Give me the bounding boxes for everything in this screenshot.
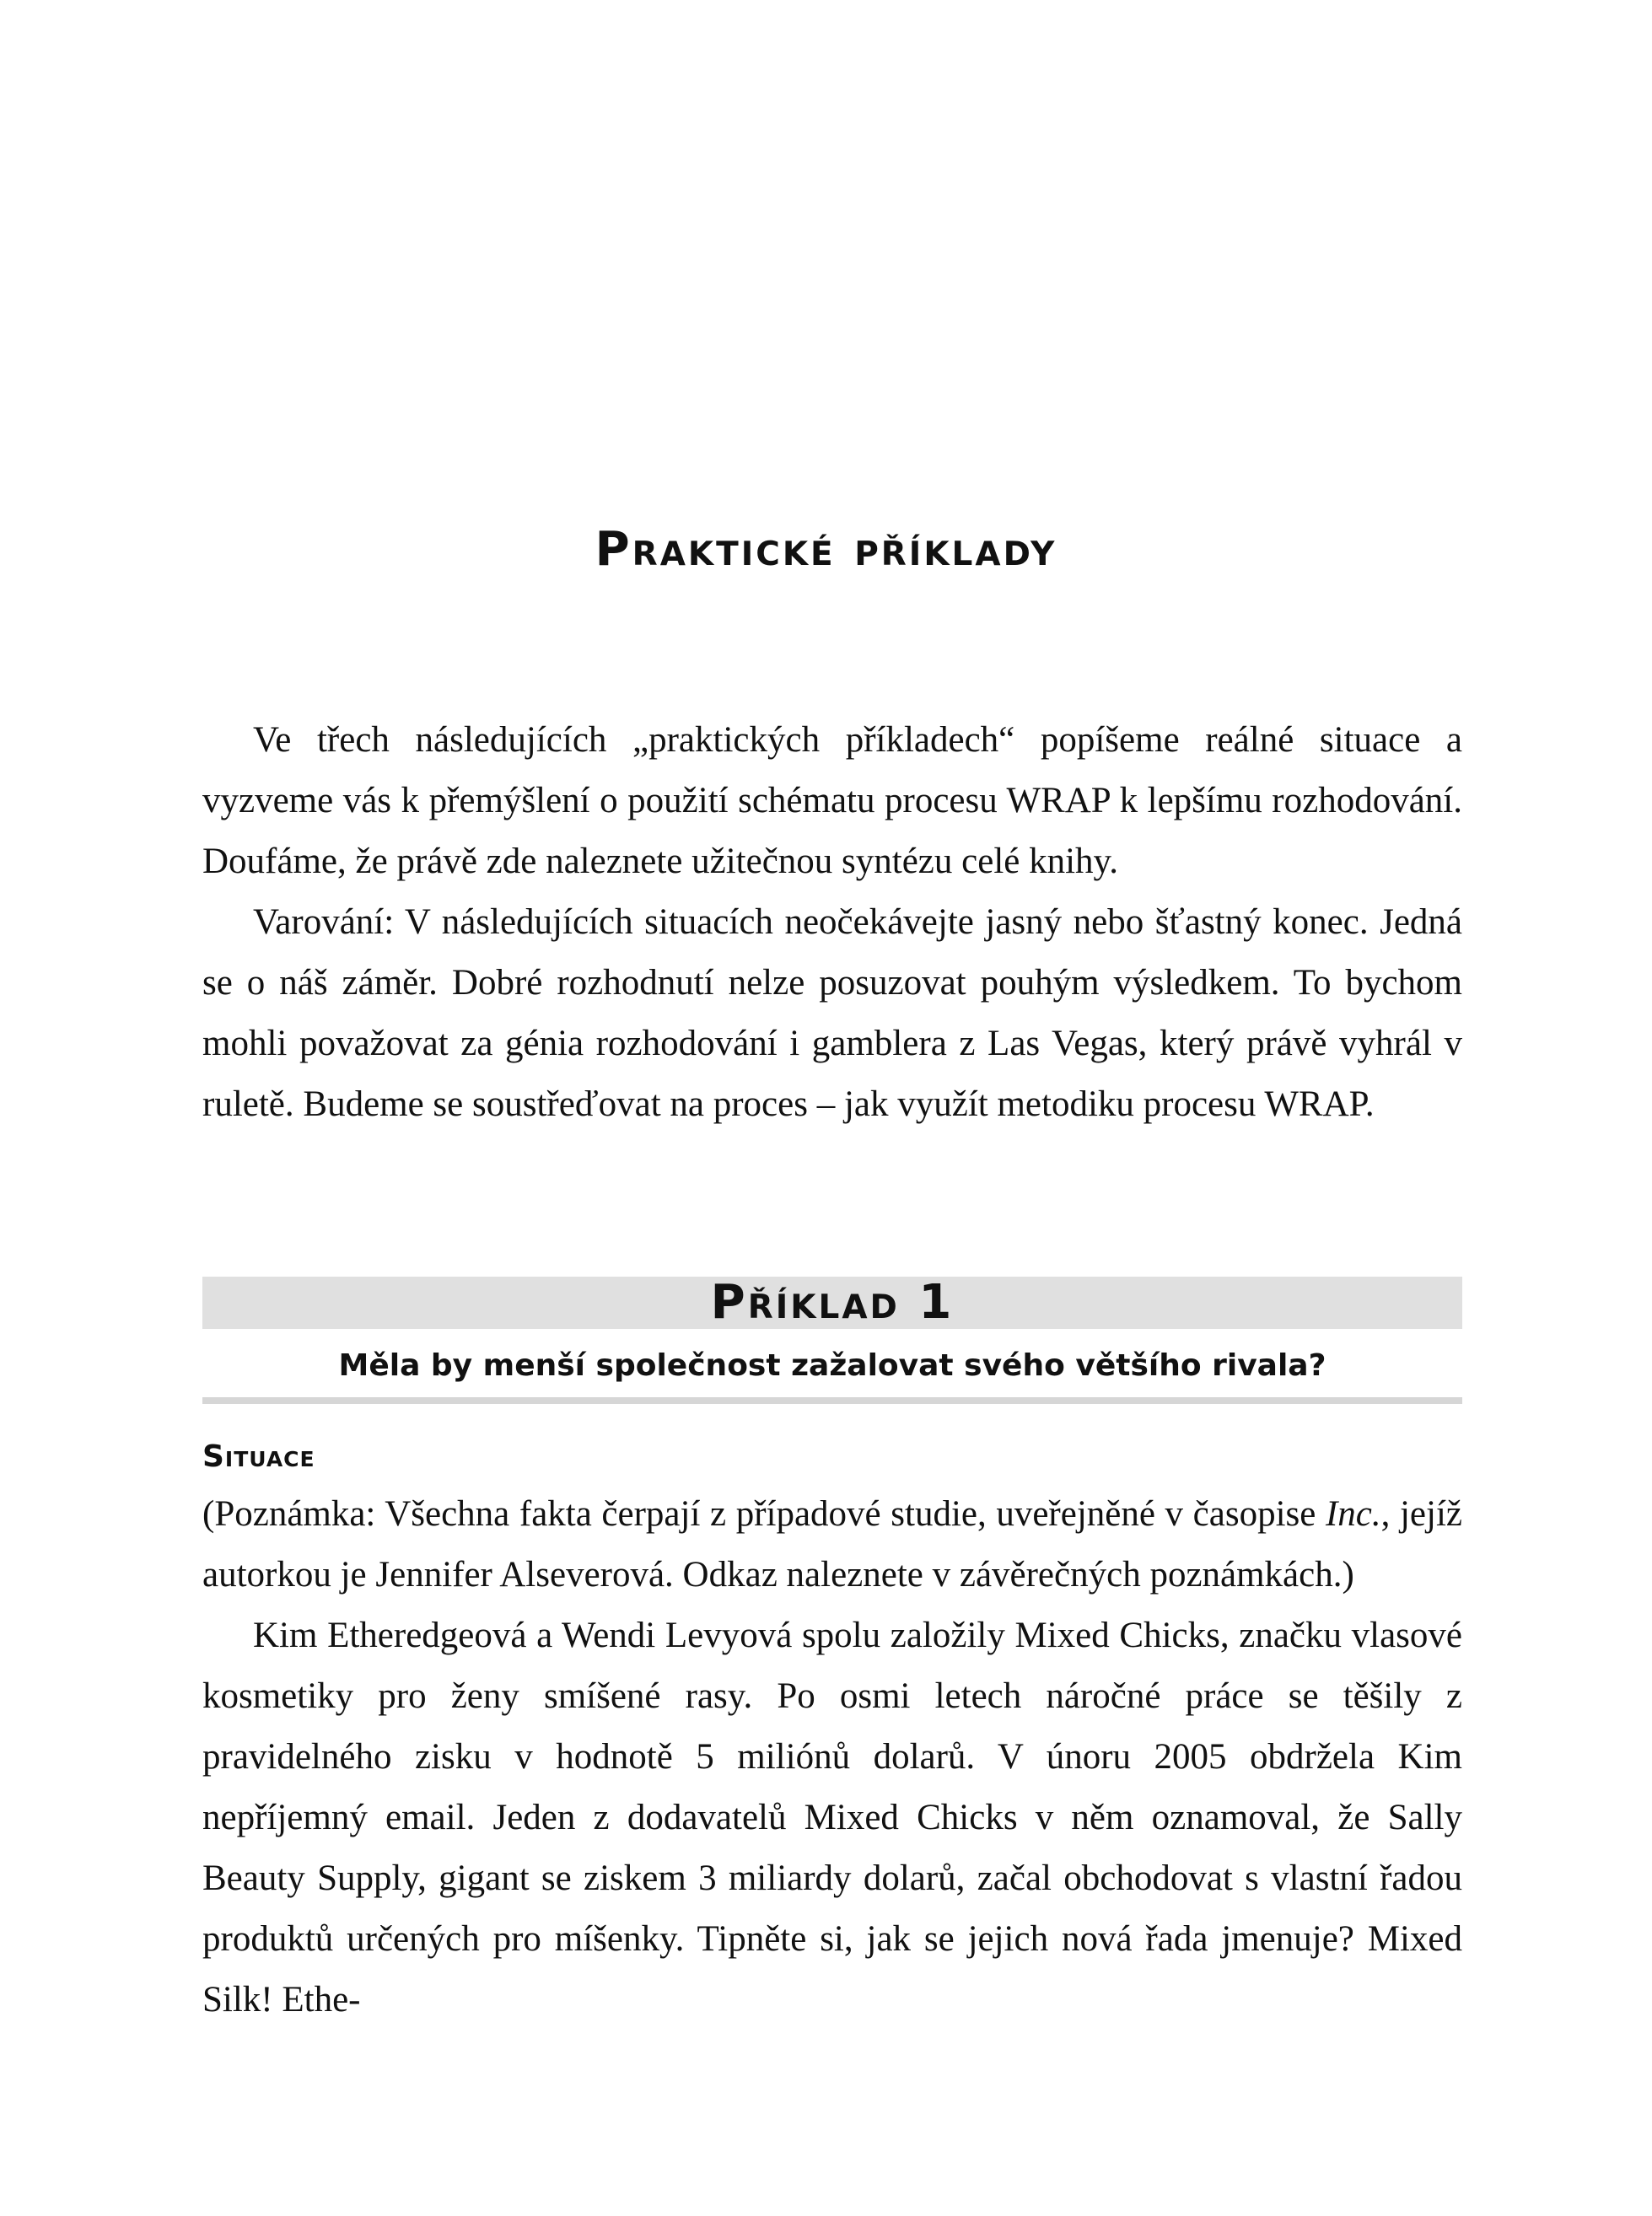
source-note [202, 1484, 1462, 1606]
source-note-end: , jejíž autorkou je Jennifer Alseverová. Odkaz naleznete v závěrečných poznámkách.) [202, 1494, 1462, 1595]
intro-paragraph: Ve třech následujících „praktických příkladech“ popíšeme reálné situace a vyzveme vás k přemýšlení o použití schématu procesu WRAP k lepšímu rozhodování. Doufáme, že právě zde naleznete užitečnou syntézu celé knihy. [202, 720, 1462, 881]
page-title: Praktické příklady [595, 522, 1057, 577]
source-note-start: (Poznámka: Všechna fakta čerpají z případové studie, uveřejněné v časopise [202, 1494, 1326, 1534]
situation-section [202, 1484, 1462, 2030]
warning-paragraph: Varování: V následujících situacích neočekávejte jasný nebo šťastný konec. Jedná se o náš záměr. Dobré rozhodnutí nelze posuzovat pouhým výsledkem. To bychom mohli považovat za génia rozhodování i gamblera z Las Vegas, který právě vyhrál v ruletě. Budeme se soustřeďovat na proces – jak využít metodiku procesu WRAP. [202, 902, 1462, 1124]
example-heading: Příklad 1 [710, 1275, 955, 1330]
situation-heading: Situace [202, 1439, 315, 1474]
example-subtitle: Měla by menší společnost zažalovat svého většího rivala? [338, 1348, 1326, 1383]
situation-paragraph: Kim Etheredgeová a Wendi Levyová spolu založily Mixed Chicks, značku vlasové kosmetiky pro ženy smíšené rasy. Po osmi letech náročné práce se těšily z pravidelného zisku v hodnotě 5 miliónů dolarů. V únoru 2005 obdržela Kim nepříjemný email. Jeden z dodavatelů Mixed Chicks v něm oznamoval, že Sally Beauty Supply, gigant se ziskem 3 miliardy dolarů, začal obchodovat s vlastní řadou produktů určených pro míšenky. Tipněte si, jak se jejich nová řada jmenuje? Mixed Silk! Ethe- [202, 1616, 1462, 2020]
example-divider [202, 1397, 1462, 1404]
magazine-name: Inc. [1325, 1494, 1381, 1534]
intro-section [202, 710, 1462, 1135]
